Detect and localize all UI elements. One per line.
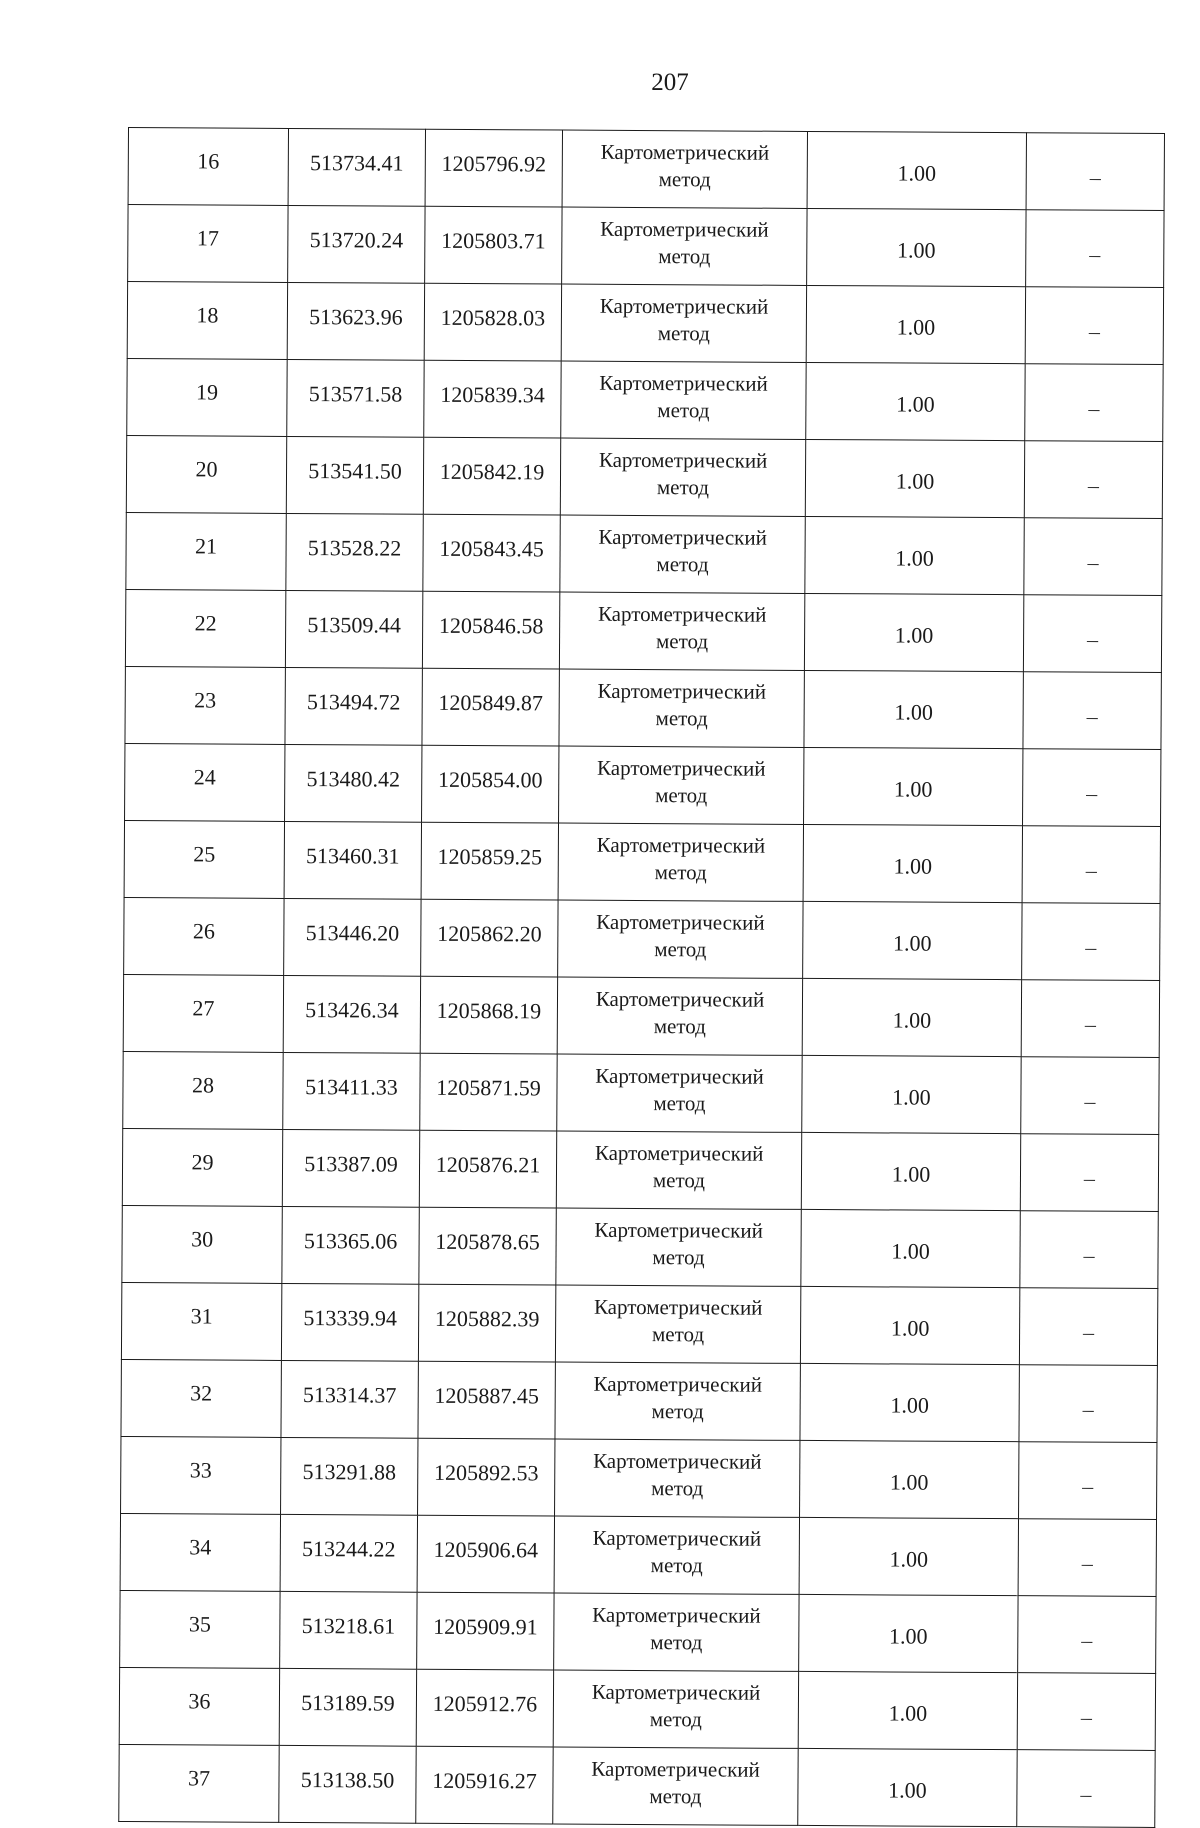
note-cell: – (1023, 595, 1161, 673)
accuracy-cell: 1.00 (804, 670, 1023, 748)
note-cell: – (1025, 364, 1163, 442)
point-number-cell: 27 (123, 975, 283, 1053)
accuracy-cell: 1.00 (801, 1132, 1020, 1210)
point-number-cell: 24 (125, 744, 285, 822)
table-row (125, 667, 1161, 750)
coordinate-x-cell: 513720.24 (288, 205, 425, 283)
coordinate-y-cell: 1205803.71 (425, 206, 562, 284)
method-line-1: Картометрический (593, 1448, 762, 1474)
coordinate-x-cell: 513218.61 (280, 1591, 417, 1669)
method-cell (560, 515, 805, 593)
method-line-1: Картометрический (592, 1525, 762, 1551)
coordinate-x-cell: 513446.20 (284, 898, 421, 976)
coordinate-x-cell: 513189.59 (279, 1668, 416, 1746)
method-cell (556, 1208, 801, 1286)
table-row (120, 1514, 1156, 1597)
method-line-2: метод (655, 706, 708, 731)
point-number-cell: 31 (121, 1283, 281, 1361)
coordinate-x-cell: 513571.58 (287, 359, 424, 437)
table-row (126, 436, 1162, 519)
coordinate-y-cell: 1205868.19 (420, 976, 557, 1054)
method-line-1: Картометрический (599, 293, 769, 319)
coordinates-table (118, 127, 1165, 1828)
accuracy-cell: 1.00 (804, 593, 1023, 671)
method-line-1: Картометрический (593, 1371, 763, 1397)
method-line-1: Картометрический (596, 909, 765, 935)
note-cell: – (1022, 903, 1160, 981)
method-cell (562, 207, 807, 285)
table-row (125, 744, 1161, 827)
table-row (125, 590, 1161, 673)
method-line-1: Картометрический (600, 216, 769, 242)
method-cell (556, 1131, 801, 1209)
method-line-2: метод (654, 860, 707, 885)
coordinate-x-cell: 513244.22 (280, 1514, 417, 1592)
note-cell: – (1018, 1519, 1156, 1597)
method-line-2: метод (657, 398, 710, 423)
method-line-2: метод (658, 244, 711, 269)
note-cell: – (1024, 441, 1162, 519)
accuracy-cell: 1.00 (800, 1363, 1019, 1441)
note-cell: – (1020, 1211, 1158, 1289)
method-line-2: метод (652, 1168, 706, 1193)
table-row (127, 282, 1163, 365)
method-line-2: метод (655, 783, 708, 808)
point-number-cell: 18 (127, 282, 287, 360)
accuracy-cell: 1.00 (806, 362, 1025, 440)
coordinate-y-cell: 1205878.65 (419, 1207, 556, 1285)
method-line-2: метод (653, 1014, 706, 1039)
table-row (121, 1283, 1157, 1366)
note-cell: – (1020, 1134, 1158, 1212)
method-line-2: метод (651, 1322, 705, 1347)
method-line-1: Картометрический (596, 832, 766, 858)
accuracy-cell: 1.00 (803, 901, 1022, 979)
method-line-2: метод (655, 629, 709, 654)
method-cell (553, 1670, 798, 1748)
point-number-cell: 16 (128, 128, 288, 206)
point-number-cell: 32 (121, 1360, 281, 1438)
table-row (119, 1668, 1155, 1751)
note-cell: – (1017, 1673, 1155, 1751)
accuracy-cell: 1.00 (805, 516, 1024, 594)
accuracy-cell: 1.00 (805, 439, 1024, 517)
coordinate-x-cell: 513138.50 (279, 1745, 416, 1823)
coordinate-y-cell: 1205876.21 (419, 1130, 556, 1208)
point-number-cell: 34 (120, 1514, 280, 1592)
method-line-2: метод (657, 321, 710, 346)
note-cell: – (1019, 1442, 1157, 1520)
accuracy-cell: 1.00 (799, 1517, 1018, 1595)
method-cell (559, 592, 804, 670)
table-row (121, 1437, 1157, 1520)
coordinate-y-cell: 1205839.34 (424, 360, 561, 438)
method-line-1: Картометрический (595, 1063, 764, 1089)
coordinate-y-cell: 1205854.00 (422, 745, 559, 823)
coordinate-y-cell: 1205906.64 (417, 1515, 554, 1593)
method-cell (560, 438, 805, 516)
note-cell: – (1023, 672, 1161, 750)
accuracy-cell: 1.00 (803, 824, 1022, 902)
coordinate-x-cell: 513528.22 (286, 513, 423, 591)
table-row (122, 1206, 1158, 1289)
note-cell: – (1024, 518, 1162, 596)
method-line-2: метод (658, 167, 711, 192)
note-cell: – (1025, 287, 1163, 365)
coordinate-x-cell: 513291.88 (281, 1437, 418, 1515)
accuracy-cell: 1.00 (806, 285, 1025, 363)
method-line-1: Картометрический (592, 1602, 761, 1628)
method-cell (561, 361, 806, 439)
method-line-2: метод (650, 1553, 703, 1578)
coordinate-x-cell: 513387.09 (282, 1129, 419, 1207)
coordinate-x-cell: 513460.31 (284, 821, 421, 899)
method-line-1: Картометрический (591, 1756, 760, 1782)
accuracy-cell: 1.00 (800, 1440, 1019, 1518)
coordinate-y-cell: 1205871.59 (420, 1053, 557, 1131)
coordinate-y-cell: 1205882.39 (418, 1284, 555, 1362)
coordinate-y-cell: 1205828.03 (424, 283, 561, 361)
table-row (123, 975, 1159, 1058)
method-line-1: Картометрический (597, 755, 766, 781)
point-number-cell: 25 (124, 821, 284, 899)
accuracy-cell: 1.00 (802, 978, 1021, 1056)
method-cell (558, 900, 803, 978)
coordinate-x-cell: 513541.50 (286, 436, 423, 514)
table-row (128, 128, 1164, 211)
method-line-2: метод (651, 1399, 704, 1424)
method-line-2: метод (651, 1476, 704, 1501)
coordinate-y-cell: 1205846.58 (422, 591, 559, 669)
point-number-cell: 23 (125, 667, 285, 745)
coordinate-x-cell: 513480.42 (285, 744, 422, 822)
coordinate-x-cell: 513623.96 (287, 282, 424, 360)
method-cell (559, 746, 804, 824)
point-number-cell: 21 (126, 513, 286, 591)
point-number-cell: 30 (122, 1206, 282, 1284)
method-cell (561, 284, 806, 362)
point-number-cell: 29 (122, 1129, 282, 1207)
note-cell: – (1017, 1750, 1155, 1828)
point-number-cell: 35 (120, 1591, 280, 1669)
table-row (124, 821, 1160, 904)
table-row (120, 1591, 1156, 1674)
method-cell (555, 1439, 800, 1517)
coordinate-x-cell: 513365.06 (282, 1206, 419, 1284)
table-body (119, 128, 1165, 1828)
table-row (123, 1052, 1159, 1135)
accuracy-cell: 1.00 (807, 131, 1026, 209)
coordinate-x-cell: 513426.34 (283, 975, 420, 1053)
method-cell (554, 1593, 799, 1671)
method-line-2: метод (650, 1630, 703, 1655)
method-line-1: Картометрический (591, 1679, 761, 1705)
coordinate-y-cell: 1205843.45 (423, 514, 560, 592)
method-line-1: Картометрический (598, 447, 768, 473)
accuracy-cell: 1.00 (802, 1055, 1021, 1133)
note-cell: – (1021, 980, 1159, 1058)
accuracy-cell: 1.00 (804, 747, 1023, 825)
page-number: 207 (651, 69, 689, 96)
method-cell (557, 1054, 802, 1132)
table-row (128, 205, 1164, 288)
method-line-1: Картометрический (595, 986, 765, 1012)
coordinate-x-cell: 513509.44 (285, 590, 422, 668)
method-line-1: Картометрический (600, 139, 770, 165)
coordinate-x-cell: 513734.41 (288, 128, 425, 206)
coordinate-x-cell: 513339.94 (281, 1283, 418, 1361)
note-cell: – (1018, 1596, 1156, 1674)
note-cell: – (1019, 1365, 1157, 1443)
coordinates-table-wrapper (118, 127, 1164, 1828)
coordinate-y-cell: 1205859.25 (421, 822, 558, 900)
method-line-1: Картометрический (594, 1140, 764, 1166)
coordinate-y-cell: 1205909.91 (417, 1592, 554, 1670)
coordinate-y-cell: 1205892.53 (418, 1438, 555, 1516)
point-number-cell: 20 (126, 436, 286, 514)
table-row (119, 1745, 1155, 1828)
method-line-2: метод (656, 475, 710, 500)
coordinate-y-cell: 1205796.92 (425, 129, 562, 207)
coordinate-x-cell: 513314.37 (281, 1360, 418, 1438)
accuracy-cell: 1.00 (800, 1286, 1019, 1364)
method-cell (554, 1516, 799, 1594)
table-row (127, 359, 1163, 442)
method-line-1: Картометрический (597, 678, 767, 704)
table-row (126, 513, 1162, 596)
accuracy-cell: 1.00 (801, 1209, 1020, 1287)
coordinate-y-cell: 1205862.20 (421, 899, 558, 977)
point-number-cell: 17 (128, 205, 288, 283)
method-line-1: Картометрический (593, 1294, 763, 1320)
note-cell: – (1026, 210, 1164, 288)
note-cell: – (1019, 1288, 1157, 1366)
method-line-2: метод (656, 552, 709, 577)
point-number-cell: 26 (124, 898, 284, 976)
method-cell (555, 1285, 800, 1363)
accuracy-cell: 1.00 (798, 1671, 1017, 1749)
method-cell (558, 823, 803, 901)
method-line-2: метод (653, 1091, 706, 1116)
point-number-cell: 37 (119, 1745, 279, 1823)
coordinate-y-cell: 1205842.19 (423, 437, 560, 515)
point-number-cell: 36 (119, 1668, 279, 1746)
point-number-cell: 33 (121, 1437, 281, 1515)
method-line-1: Картометрический (594, 1217, 763, 1243)
coordinate-y-cell: 1205887.45 (418, 1361, 555, 1439)
coordinate-y-cell: 1205916.27 (416, 1746, 553, 1824)
method-line-1: Картометрический (597, 601, 767, 627)
note-cell: – (1026, 133, 1164, 211)
method-line-1: Картометрический (598, 524, 767, 550)
method-cell (562, 130, 807, 208)
note-cell: – (1021, 1057, 1159, 1135)
accuracy-cell: 1.00 (798, 1748, 1017, 1826)
point-number-cell: 19 (127, 359, 287, 437)
method-line-2: метод (649, 1784, 702, 1809)
coordinate-x-cell: 513411.33 (283, 1052, 420, 1130)
method-line-2: метод (649, 1707, 702, 1732)
coordinate-y-cell: 1205912.76 (416, 1669, 553, 1747)
point-number-cell: 22 (125, 590, 285, 668)
coordinate-y-cell: 1205849.87 (422, 668, 559, 746)
accuracy-cell: 1.00 (799, 1594, 1018, 1672)
note-cell: – (1022, 826, 1160, 904)
method-line-1: Картометрический (599, 370, 768, 396)
point-number-cell: 28 (123, 1052, 283, 1130)
method-line-2: метод (654, 937, 707, 962)
coordinate-x-cell: 513494.72 (285, 667, 422, 745)
method-cell (553, 1747, 798, 1825)
method-cell (555, 1362, 800, 1440)
table-row (121, 1360, 1157, 1443)
table-row (122, 1129, 1158, 1212)
method-cell (559, 669, 804, 747)
table-row (124, 898, 1160, 981)
method-cell (557, 977, 802, 1055)
method-line-2: метод (652, 1245, 705, 1270)
accuracy-cell: 1.00 (807, 208, 1026, 286)
note-cell: – (1023, 749, 1161, 827)
